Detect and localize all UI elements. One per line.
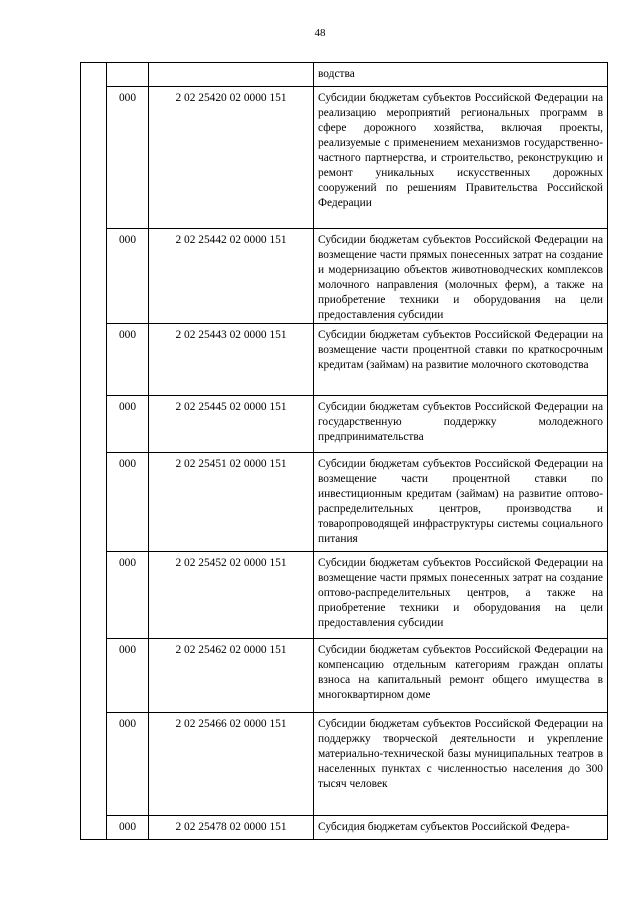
admin-code-cell: 000 xyxy=(107,713,149,816)
income-name-cell: Субсидии бюджетам субъектов Российской Федерации на возмещение части процентной ставки по краткосрочным кредитам (займам) на развитие молочного скотоводства xyxy=(314,324,608,396)
table-row xyxy=(81,396,608,453)
income-name-cell xyxy=(314,63,608,87)
blank-column xyxy=(81,63,107,840)
budget-code-cell xyxy=(149,63,314,87)
admin-code-cell: 000 xyxy=(107,324,149,396)
table-row xyxy=(81,816,608,840)
continuation-text: водства xyxy=(318,68,355,80)
admin-code-cell: 000 xyxy=(107,396,149,453)
admin-code-cell: 000 xyxy=(107,453,149,552)
budget-code-cell: 2 02 25462 02 0000 151 xyxy=(149,639,314,713)
admin-code-cell: 000 xyxy=(107,816,149,840)
admin-code-cell xyxy=(107,63,149,87)
budget-code-cell: 2 02 25420 02 0000 151 xyxy=(149,87,314,229)
page-number: 48 xyxy=(314,27,326,39)
table-row xyxy=(81,453,608,552)
budget-code-cell: 2 02 25478 02 0000 151 xyxy=(149,816,314,840)
budget-classification-table xyxy=(80,62,608,840)
budget-code-cell: 2 02 25443 02 0000 151 xyxy=(149,324,314,396)
table-row xyxy=(81,87,608,229)
table-row xyxy=(81,639,608,713)
budget-code-cell: 2 02 25466 02 0000 151 xyxy=(149,713,314,816)
income-name-cell: Субсидии бюджетам субъектов Российской Федерации на поддержку творческой деятельности и укрепление материально-технической базы муниципальных театров в населенных пунктах с численностью населения до 300 тысяч человек xyxy=(314,713,608,816)
table-row xyxy=(81,229,608,324)
budget-code-cell: 2 02 25445 02 0000 151 xyxy=(149,396,314,453)
income-name-cell: Субсидии бюджетам субъектов Российской Федерации на государственную поддержку молодежного предпринимательства xyxy=(314,396,608,453)
admin-code-cell: 000 xyxy=(107,87,149,229)
budget-code-cell: 2 02 25451 02 0000 151 xyxy=(149,453,314,552)
table-row xyxy=(81,713,608,816)
income-name-cell: Субсидии бюджетам субъектов Российской Федерации на возмещение части прямых понесенных затрат на создание и модернизацию объектов животноводческих комплексов молочного направления (молочных ферм), а также на приобретение техники и оборудования на цели предоставления субсидии xyxy=(314,229,608,324)
table-row-continuation xyxy=(81,63,608,87)
income-name-cell: Субсидии бюджетам субъектов Российской Федерации на возмещение части прямых понесенных затрат на создание оптово-распределительных центров, а также на приобретение техники и оборудования на цели предоставления субсидии xyxy=(314,552,608,639)
admin-code-cell: 000 xyxy=(107,229,149,324)
income-name-cell: Субсидия бюджетам субъектов Российской Федера- xyxy=(314,816,608,840)
income-name-cell: Субсидии бюджетам субъектов Российской Федерации на компенсацию отдельным категориям граждан оплаты взноса на капитальный ремонт общего имущества в многоквартирном доме xyxy=(314,639,608,713)
admin-code-cell: 000 xyxy=(107,552,149,639)
table-row xyxy=(81,552,608,639)
budget-code-cell: 2 02 25452 02 0000 151 xyxy=(149,552,314,639)
income-name-cell: Субсидии бюджетам субъектов Российской Федерации на возмещение части процентной ставки по инвестиционным кредитам (займам) на развитие оптово-распределительных центров, производства и товаропроводящей инфраструктуры системы социального питания xyxy=(314,453,608,552)
budget-code-cell: 2 02 25442 02 0000 151 xyxy=(149,229,314,324)
admin-code-cell: 000 xyxy=(107,639,149,713)
table-row xyxy=(81,324,608,396)
income-name-cell: Субсидии бюджетам субъектов Российской Федерации на реализацию мероприятий региональных программ в сфере дорожного хозяйства, включая проекты, реализуемые с применением механизмов государственно-частного партнерства, и строительство, реконструкцию и ремонт уникальных искусственных дорожных сооружений по решениям Правительства Российской Федерации xyxy=(314,87,608,229)
